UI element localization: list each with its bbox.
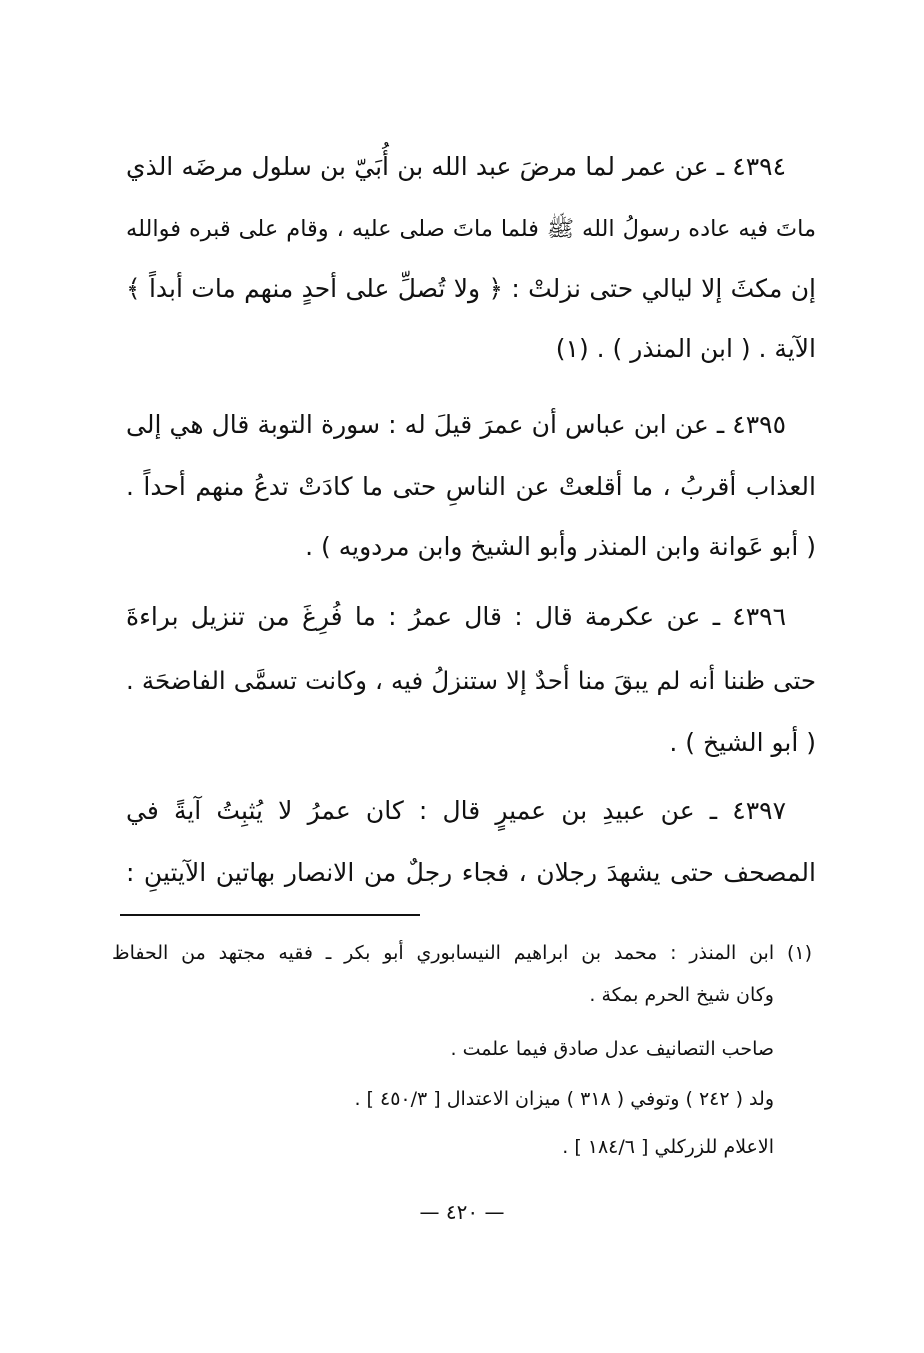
paragraph-4396-line-2: حتى ظننا أنه لم يبقَ منا أحدٌ إلا ستنزلُ فيه ، وكانت تسمَّى الفاضحَة .: [126, 666, 816, 695]
page-number: — ٤٢٠ —: [419, 1200, 505, 1224]
footnote-1-line-4: ولد ( ٢٤٢ ) وتوفي ( ٣١٨ ) ميزان الاعتدال [ ٤٥٠/٣ ] .: [354, 1088, 774, 1110]
paragraph-4395-line-3: ( أبو عَوانة وابن المنذر وأبو الشيخ وابن مردويه ) .: [305, 532, 816, 561]
footnote-separator: [120, 914, 420, 916]
paragraph-4395-line-1: ٤٣٩٥ ـ عن ابن عباس أن عمرَ قيلَ له : سورة التوبة قال هي إلى: [126, 410, 786, 439]
footnote-1-line-2: وكان شيخ الحرم بمكة .: [589, 984, 774, 1006]
paragraph-4396-line-1: ٤٣٩٦ ـ عن عكرمة قال : قال عمرُ : ما فُرِغَ من تنزيل براءةَ: [126, 602, 786, 631]
paragraph-4394-line-1: ٤٣٩٤ ـ عن عمر لما مرضَ عبد الله بن أُبَيّ بن سلول مرضَه الذي: [126, 152, 786, 181]
paragraph-4395-line-2: العذاب أقربُ ، ما أقلعتْ عن الناسِ حتى ما كادَتْ تدعُ منهم أحداً .: [126, 472, 816, 501]
paragraph-4396-line-3: ( أبو الشيخ ) .: [669, 728, 816, 757]
footnote-1-line-5: الاعلام للزركلي [ ١٨٤/٦ ] .: [562, 1136, 774, 1158]
paragraph-4397-line-1: ٤٣٩٧ ـ عن عبيدِ بن عميرٍ قال : كان عمرُ لا يُثبِتُ آيةً في: [126, 796, 786, 825]
paragraph-4394-line-4: الآية . ( ابن المنذر ) . (١): [555, 334, 816, 363]
paragraph-4397-line-2: المصحف حتى يشهدَ رجلان ، فجاء رجلٌ من الانصار بهاتين الآيتينِ :: [126, 858, 816, 887]
paragraph-4394-line-3: إن مكثَ إلا ليالي حتى نزلتْ : ﴿ ولا تُصلِّ على أحدٍ منهم مات أبداً ﴾: [126, 274, 816, 303]
paragraph-4394-line-2: ماتَ فيه عاده رسولُ الله ﷺ فلما ماتَ صلى عليه ، وقام على قبره فوالله: [126, 216, 816, 242]
footnote-1-line-3: صاحب التصانيف عدل صادق فيما علمت .: [450, 1038, 774, 1060]
footnote-1-line-1: (١) ابن المنذر : محمد بن ابراهيم النيسابوري أبو بكر ـ فقيه مجتهد من الحفاظ: [112, 942, 812, 964]
